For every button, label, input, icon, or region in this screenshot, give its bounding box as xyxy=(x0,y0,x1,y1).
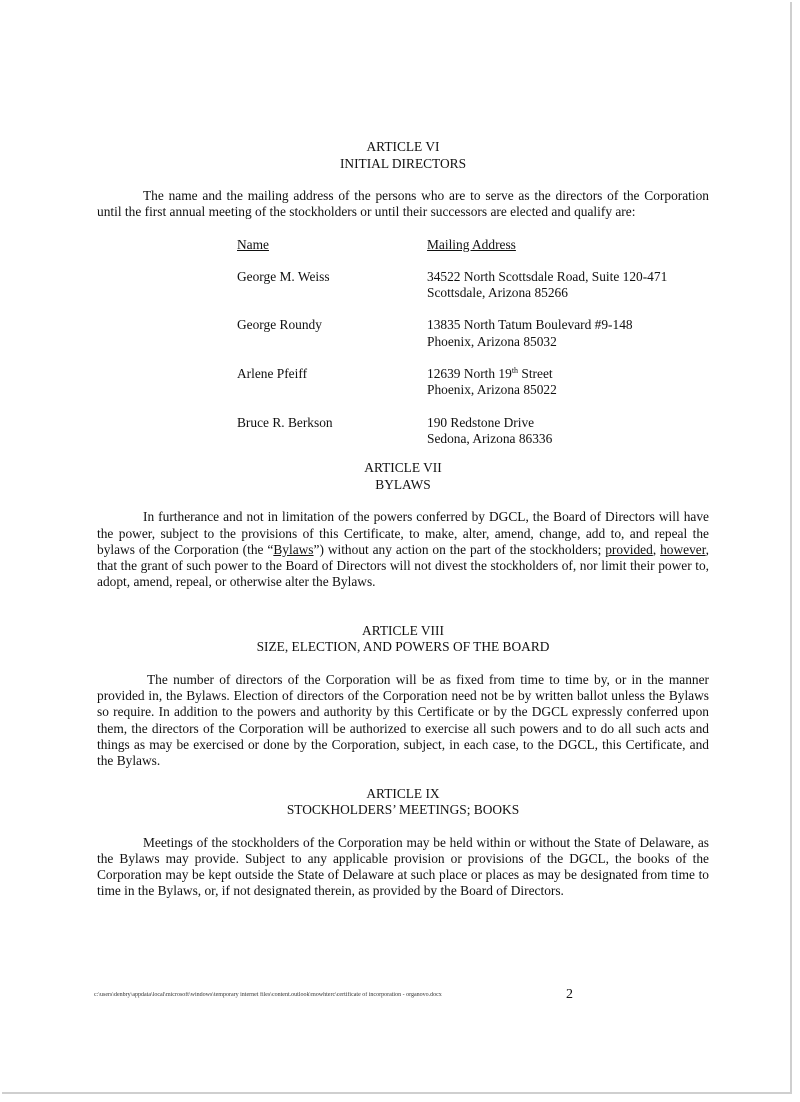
ordinal-superscript: th xyxy=(511,366,519,376)
article-vii-text-part: , xyxy=(652,541,661,557)
address-line-1: 190 Redstone Drive xyxy=(427,414,535,430)
article-vii-text xyxy=(97,509,709,590)
directors-table xyxy=(237,237,707,448)
director-address xyxy=(427,317,707,350)
director-name: George Roundy xyxy=(237,317,322,333)
director-name: Bruce R. Berkson xyxy=(237,414,333,430)
article-ix-title: ARTICLE IX xyxy=(366,785,440,801)
name-column-header: Name xyxy=(237,236,269,252)
article-ix-subtitle: STOCKHOLDERS’ MEETINGS; BOOKS xyxy=(286,802,520,818)
article-vii-text-part: In furtherance and not in limitation of the powers conferred by DGCL, the Board of Directors will have the power, subject to the provisions of this Certificate, to make, alter, amend, change, add to, and repeal the bylaws of the Corporation (the “ xyxy=(97,509,709,557)
article-ix-heading xyxy=(97,786,709,819)
article-viii-text: The number of directors of the Corporation will be as fixed from time to time by, or in the manner provided in, the Bylaws. Election of directors of the Corporation need not be by written ballot unless the Bylaws so require. In addition to the powers and authority by this Certificate or by the DGCL expressly conferred upon them, the directors of the Corporation will be authorized to exercise all such powers and to do all such acts and things as may be exercised or done by the Corporation, subject, in each case, to the DGCL, this Certificate, and the Bylaws. xyxy=(97,671,709,769)
director-row xyxy=(237,317,707,350)
article-vii-subtitle: BYLAWS xyxy=(375,476,431,492)
director-address xyxy=(427,269,707,302)
address-line-1 xyxy=(427,366,707,382)
directors-header-row xyxy=(237,237,707,253)
article-vii-title: ARTICLE VII xyxy=(364,460,442,476)
director-row xyxy=(237,269,707,302)
address-line-2: Scottsdale, Arizona 85266 xyxy=(427,285,568,301)
address-line-1: 13835 North Tatum Boulevard #9-148 xyxy=(427,317,633,333)
article-ix-text: Meetings of the stockholders of the Corporation may be held within or without the State of Delaware, as the Bylaws may provide. Subject to any applicable provision or provisions of the DGCL, the books of the Corporation may be kept outside the State of Delaware at such place or places as may be designated from time to time in the Bylaws, or, if not designated therein, as provided by the Board of Directors. xyxy=(97,834,709,899)
article-viii-subtitle: SIZE, ELECTION, AND POWERS OF THE BOARD xyxy=(256,639,550,655)
article-vii-text-part: ”) without any action on the part of the stockholders; xyxy=(313,541,606,557)
footer-file-path: c:\users\denbry\appdata\local\microsoft\windows\temporary internet files\content.outlook\mowhterc\certificate of incorporation - organovo.docx xyxy=(94,992,442,998)
bylaws-defined-term: Bylaws xyxy=(273,541,314,557)
article-vi-subtitle: INITIAL DIRECTORS xyxy=(339,155,467,171)
page-number: 2 xyxy=(566,987,573,1002)
article-viii-heading xyxy=(97,623,709,656)
address-street-suffix: Street xyxy=(518,366,553,382)
article-vi-title: ARTICLE VI xyxy=(366,139,440,154)
address-line-2: Phoenix, Arizona 85032 xyxy=(427,333,557,349)
article-vi-heading xyxy=(97,139,709,172)
address-line-1: 34522 North Scottsdale Road, Suite 120-471 xyxy=(427,268,668,284)
director-address xyxy=(427,366,707,399)
article-vi-intro: The name and the mailing address of the persons who are to serve as the directors of the Corporation until the first annual meeting of the stockholders or until their successors are elected and qualify are: xyxy=(97,188,709,220)
page-content xyxy=(97,139,709,900)
address-street-number: 12639 North 19 xyxy=(427,366,512,382)
however-term: however xyxy=(660,541,706,557)
provided-term: provided xyxy=(605,541,653,557)
director-row xyxy=(237,415,707,448)
director-row xyxy=(237,366,707,399)
article-vii-heading xyxy=(97,460,709,493)
article-vii-text-part: , that the grant of such power to the Board of Directors will not divest the stockholders of, nor limit their power to, adopt, amend, repeal, or otherwise alter the Bylaws. xyxy=(97,541,709,590)
mailing-address-column-header: Mailing Address xyxy=(427,236,516,252)
address-line-2: Sedona, Arizona 86336 xyxy=(427,430,553,446)
address-line-2: Phoenix, Arizona 85022 xyxy=(427,382,557,398)
director-name: George M. Weiss xyxy=(237,268,330,284)
document-page xyxy=(2,2,792,1094)
article-viii-title: ARTICLE VIII xyxy=(362,622,444,638)
director-address xyxy=(427,415,707,448)
director-name: Arlene Pfeiff xyxy=(237,366,308,382)
